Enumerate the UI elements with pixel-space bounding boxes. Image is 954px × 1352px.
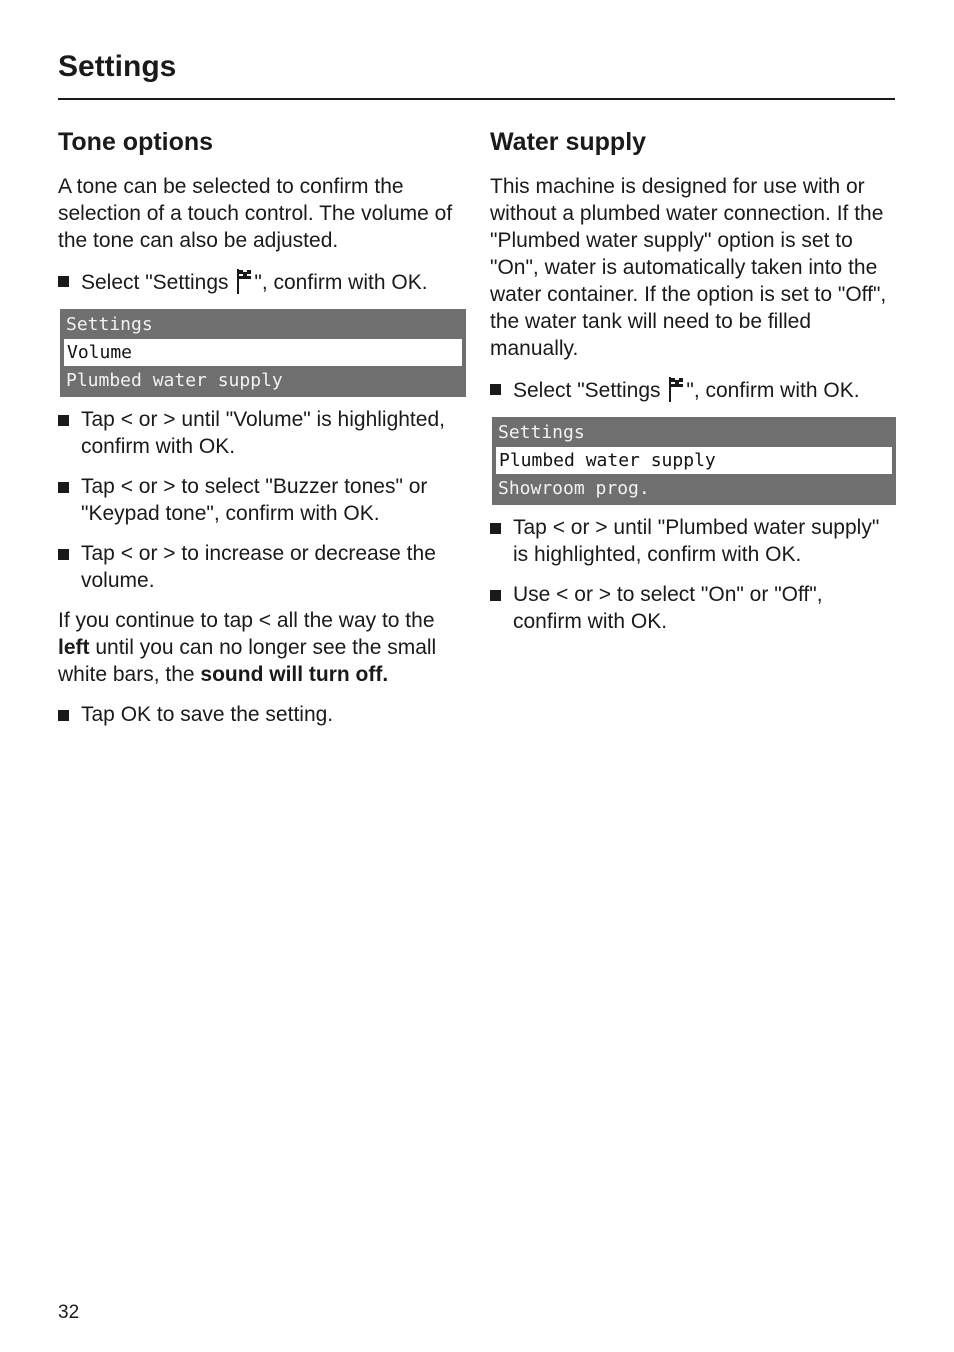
flag-icon (668, 375, 684, 403)
display-title: Settings (498, 422, 585, 443)
step-text-after: ", confirm with OK. (686, 379, 860, 402)
tone-options-final-step (58, 701, 466, 728)
water-supply-steps (490, 514, 896, 635)
display-next-item: Plumbed water supply (66, 370, 283, 391)
step-text-after: ", confirm with OK. (254, 271, 428, 294)
display-selected-item: Volume (64, 339, 462, 366)
note-text: until you can no longer see the small white bars, the (58, 636, 437, 686)
water-supply-step-list (490, 375, 896, 404)
display-next-item: Showroom prog. (498, 478, 650, 499)
flag-icon (236, 267, 252, 295)
list-item (58, 540, 466, 594)
square-bullet-icon (490, 523, 501, 534)
square-bullet-icon (490, 384, 501, 395)
list-item (58, 267, 466, 296)
list-item (58, 701, 466, 728)
water-supply-heading: Water supply (490, 128, 647, 156)
step-text: Tap < or > to increase or decrease the volume. (81, 542, 436, 592)
step-text: Tap < or > to select "Buzzer tones" or "Keypad tone", confirm with OK. (81, 475, 428, 525)
title-divider (58, 98, 895, 100)
square-bullet-icon (58, 710, 69, 721)
list-item (490, 375, 896, 404)
display-title: Settings (66, 314, 153, 335)
step-text: Use < or > to select "On" or "Off", confirm with OK. (513, 583, 823, 633)
list-item (58, 406, 466, 460)
list-item (490, 514, 896, 568)
note-emphasis: left (58, 636, 90, 659)
square-bullet-icon (58, 482, 69, 493)
tone-options-step-list (58, 267, 466, 296)
water-supply-section (490, 122, 896, 648)
step-text: Tap OK to save the setting. (81, 703, 334, 726)
square-bullet-icon (490, 590, 501, 601)
tone-options-section (58, 122, 466, 741)
step-text-before: Select "Settings (513, 379, 667, 402)
page-number: 32 (58, 1302, 80, 1323)
list-item (58, 473, 466, 527)
note-text: If you continue to tap < all the way to the (58, 609, 435, 632)
square-bullet-icon (58, 276, 69, 287)
note-emphasis: sound will turn off. (200, 663, 389, 686)
step-text: Tap < or > until "Volume" is highlighted, confirm with OK. (81, 408, 445, 458)
tone-options-steps (58, 406, 466, 594)
tone-options-intro: A tone can be selected to confirm the selection of a touch control. The volume of the tone can also be adjusted. (58, 175, 453, 252)
water-display-screen (492, 417, 896, 505)
square-bullet-icon (58, 549, 69, 560)
tone-options-heading: Tone options (58, 128, 214, 156)
list-item (490, 581, 896, 635)
tone-options-note (58, 607, 466, 688)
step-text: Tap < or > until "Plumbed water supply" is highlighted, confirm with OK. (513, 516, 880, 566)
page-title: Settings (58, 50, 177, 83)
tone-display-screen (60, 309, 466, 397)
step-text-before: Select "Settings (81, 271, 235, 294)
square-bullet-icon (58, 415, 69, 426)
display-selected-item: Plumbed water supply (496, 447, 892, 474)
water-supply-intro: This machine is designed for use with or without a plumbed water connection. If the "Plumbed water supply" option is set to "On", water is automatically taken into the water container. If the option is set to "Off", the water tank will need to be filled manually. (490, 175, 887, 360)
